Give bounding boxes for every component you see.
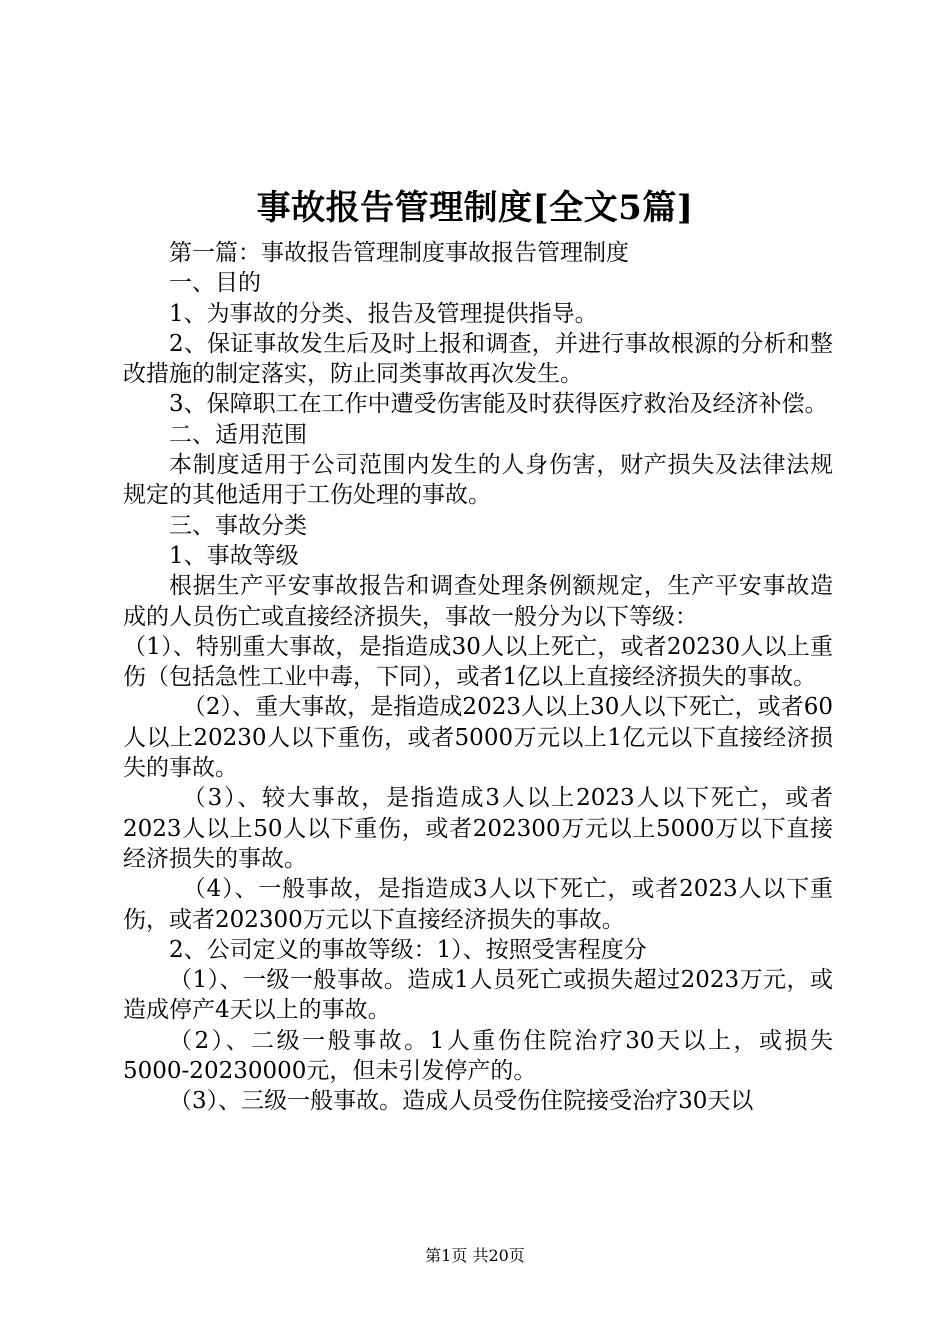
paragraph: （3）、三级一般事故。造成人员受伤住院接受治疗30天以 — [169, 1088, 754, 1115]
section-heading: 第一篇：事故报告管理制度事故报告管理制度 — [169, 240, 629, 266]
paragraph: （1）、特别重大事故，是指造成30人以上死亡，或者20230人以上重伤（包括急性工业中毒，下同），或者1亿以上直接经济损失的事故。 — [123, 633, 833, 691]
document-body — [123, 238, 833, 1117]
paragraph: 本制度适用于公司范围内发生的人身伤害，财产损失及法律法规规定的其他适用于工伤处理的事故。 — [123, 452, 833, 509]
section-heading: 一、目的 — [169, 270, 261, 297]
paragraph: 3、保障职工在工作中遭受伤害能及时获得医疗救治及经济补偿。 — [169, 391, 828, 418]
paragraph: 2、保证事故发生后及时上报和调查，并进行事故根源的分析和整改措施的制定落实，防止同类事故再次发生。 — [123, 330, 833, 388]
paragraph: （2）、重大事故，是指造成2023人以上30人以下死亡，或者60人以上20230人以下重伤，或者5000万元以上1亿元以下直接经济损失的事故。 — [123, 694, 833, 782]
paragraph: （3）、较大事故，是指造成3人以上2023人以下死亡，或者2023人以上50人以下重伤，或者202300万元以上5000万以下直接经济损失的事故。 — [123, 785, 833, 872]
sub-heading: 2、公司定义的事故等级：1）、按照受害程度分 — [169, 936, 647, 963]
paragraph: 1、为事故的分类、报告及管理提供指导。 — [169, 300, 598, 327]
section-heading: 二、适用范围 — [169, 421, 307, 448]
paragraph: （4）、一般事故，是指造成3人以下死亡，或者2023人以下重伤，或者202300万元以下直接经济损失的事故。 — [123, 876, 833, 933]
page-footer: 第1页 共20页 — [425, 1246, 525, 1265]
paragraph: （2）、二级一般事故。1人重伤住院治疗30天以上，或损失5000-20230000元，但未引发停产的。 — [123, 1027, 833, 1085]
document-title: 事故报告管理制度[全文5篇] — [256, 188, 694, 228]
sub-heading: 1、事故等级 — [169, 542, 299, 569]
section-heading: 三、事故分类 — [169, 512, 307, 539]
paragraph: 根据生产平安事故报告和调查处理条例额规定，生产平安事故造成的人员伤亡或直接经济损失，事故一般分为以下等级： — [123, 573, 833, 630]
paragraph: （1）、一级一般事故。造成1人员死亡或损失超过2023万元，或造成停产4天以上的事故。 — [123, 967, 833, 1024]
